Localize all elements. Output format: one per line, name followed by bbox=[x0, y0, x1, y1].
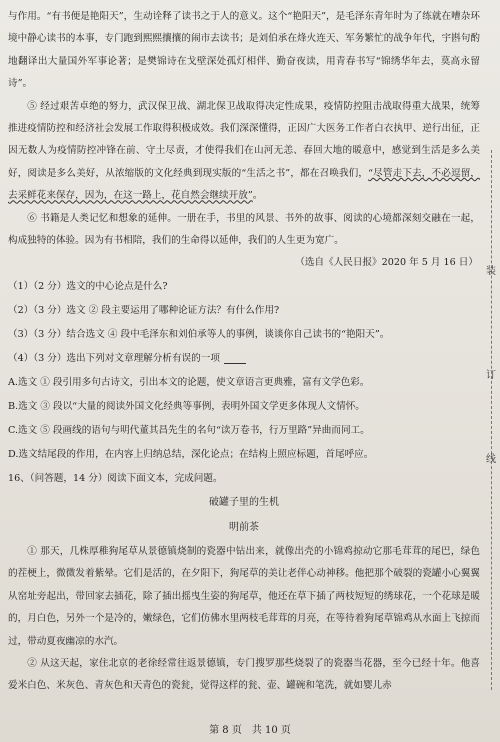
story-title: 破罐子里的生机 bbox=[209, 496, 279, 508]
story-para2: ② 从这天起，家住北京的老徐经常往返景德镇，专门搜罗那些烧裂了的瓷器当花器，至今已经十年。他喜爱米白色、米灰色、青灰色和天青色的瓷瓮，觉得这样的瓮、壶、罐碗和笔洗，就如婴儿赤 bbox=[8, 657, 480, 692]
page-footer: 第 8 页 共 10 页 bbox=[209, 725, 291, 736]
story-author: 明前茶 bbox=[229, 521, 259, 533]
binding-mark-ding: 订 bbox=[486, 370, 496, 381]
story-para1: ① 那天，几株厚稚狗尾草从景德镇烧制的瓷器中钻出来，就像出壳的小锦鸡掠动它那毛茸茸的尾巴，绿色的茬梗上，微微发着紫晕。它们是活的，在夕阳下，狗尾草的美让老伴心动神移。他把那个破裂的瓷罐小心翼翼从窑址旁起出，带回家去插花，除了插出摇曳生姿的狗尾草，他还在草下插了两枝短短的绣球花，一个花球是暖的，月白色，另外一个是冷的，嫩绿色，它们仿佛水里两枝毛茸茸的月亮，在等待着狗尾草锦鸡从水面上飞掠而过，带动夏夜幽凉的水汽。 bbox=[8, 545, 480, 647]
option-c: C.选文 ⑤ 段画线的语句与明代董其昌先生的名句“读万卷书，行万里路”异曲而同工。 bbox=[8, 424, 370, 436]
binding-mark-xian: 线 bbox=[486, 454, 496, 465]
binding-dashed-line bbox=[491, 150, 492, 690]
question-3: （3）（3 分）结合选文 ④ 段中毛泽东和刘伯承等人的事例，谈谈你自己读书的“艳阳天”。 bbox=[8, 328, 390, 340]
passage-para4-end: 与作用。“有书便是艳阳天”，生动诠释了读书之于人的意义。这个“艳阳天”，是毛泽东青年时为了练就在嘈杂环境中静心读书的本事，专门跑到熙熙攘攘的闹市去读书；是刘伯承在烽火连天、军务繁忙的战争年代，宇斟句酌地翻译出大量国外军事论著；是樊锦诗在戈壁深处孤灯相伴、勤奋夜读，用青春书写“锦绣华年去，莫高永留诗”。 bbox=[8, 11, 480, 90]
question-4-text: （4）（3 分）选出下列对文章理解分析有误的一项 bbox=[8, 352, 220, 364]
passage-para5 bbox=[8, 96, 480, 208]
question-4 bbox=[8, 347, 480, 371]
passage-para6: ⑥ 书籍是人类记忆和想象的延伸。一册在手，书里的风景、书外的故事、阅读的心境都深刻交融在一起，构成独特的体验。因为有书相陪，我们的生命得以延伸，我们的人生更为宽广。 bbox=[8, 212, 480, 247]
question-2: （2）（3 分）选文 ② 段主要运用了哪种论证方法？有什么作用? bbox=[8, 304, 280, 316]
page-content bbox=[8, 6, 480, 698]
para5-text: ⑤ 经过艰苦卓绝的努力，武汉保卫战、湖北保卫战取得决定性成果，疫情防控阻击战取得重大战果，统筹推进疫情防控和经济社会发展工作取得积极成效。我们深深懂得，正因广大医务工作者白衣执甲、逆行出征，正因无数人为疫情防控冲锋在前、守土尽责，才使得我们在山河无恙、春回大地的暖意中，感觉到生活是多么美好，阅读是多么美好，从浓缩版的文化经典到现实版的“生活之书”，都在召唤我们， bbox=[8, 100, 480, 179]
para5-end: 。 bbox=[252, 190, 263, 202]
option-d: D.选文结尾段的作用，在内容上归纳总结，深化论点；在结构上照应标题，首尾呼应。 bbox=[8, 448, 374, 460]
question-16: 16、（问答题，14 分）阅读下面文本，完成问题。 bbox=[8, 472, 223, 484]
binding-mark-zhuang: 装 bbox=[486, 266, 496, 277]
option-b: B.选文 ③ 段以“大量的阅读外国文化经典等事例，表明外国文学更多体现人文情怀。 bbox=[8, 400, 365, 412]
question-1: （1）（2 分）选文的中心论点是什么? bbox=[8, 280, 168, 292]
para5-underlined-quote: “尽管走下去，不必逗留，去采鲜花来保存，因为，在这一路上，花自然会继续开放” bbox=[8, 167, 481, 202]
passage-source: （选自《人民日报》2020 年 5 月 16 日） bbox=[295, 257, 478, 269]
option-a: A.选文 ① 段引用多句古诗文，引出本文的论题，使文章语言更典雅，富有文学色彩。 bbox=[8, 376, 370, 388]
answer-blank[interactable] bbox=[224, 353, 246, 364]
